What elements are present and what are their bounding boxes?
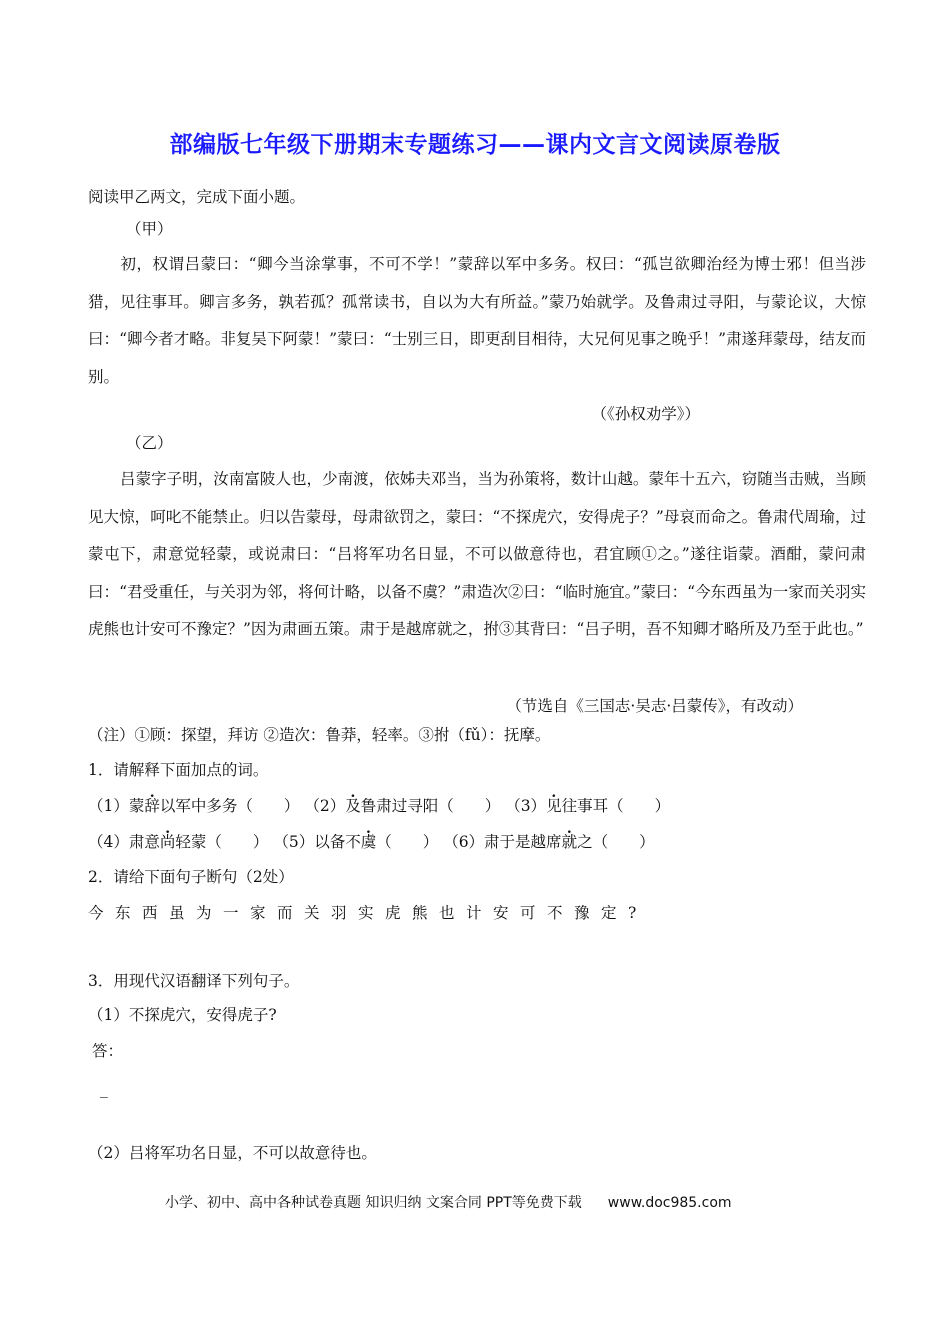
question-1-row-1 <box>88 799 670 815</box>
answer-label: 答： <box>92 1042 124 1060</box>
passage-jia-label: （甲） <box>126 220 173 238</box>
passage-yi-label: （乙） <box>126 434 173 452</box>
passage-jia <box>88 246 866 396</box>
page-title: 部编版七年级下册期末专题练习——课内文言文阅读原卷版 <box>169 132 781 158</box>
question-3-sentence-2: （2）吕将军功名日显，不可以故意待也。 <box>88 1144 377 1162</box>
passage-yi-text: 吕蒙字子明，汝南富陂人也，少南渡，依姊夫邓当，当为孙策将，数计山越。蒙年十五六，窃随当击贼，当顾见大惊，呵叱不能禁止。归以告蒙母，母肃欲罚之，蒙曰：“不探虎穴，安得虎子？”母哀而命之。鲁肃代周瑜，过蒙屯下，肃意觉轻蒙，或说肃曰：“吕将军功名日显，不可以做意待也，君宜顾①之。”遂往诣蒙。酒酣，蒙问肃曰：“君受重任，与关羽为邻，将何计略，以备不虞？”肃造次②曰：“临时施宜。”蒙曰：“今东西虽为一家而关羽实虎熊也计安可不豫定？”因为肃画五策。肃于是越席就之，拊③其背曰：“吕子明，吾不知卿才略所及乃至于此也。” <box>88 470 866 638</box>
question-2-stem: 2．请给下面句子断句（2处） <box>88 868 294 886</box>
footer-text: 小学、初中、高中各种试卷真题 知识归纳 文案合同 PPT等免费下载 <box>165 1195 582 1211</box>
question-3-stem: 3．用现代汉语翻译下列句子。 <box>88 972 300 990</box>
dotted-char: 尚 <box>159 833 176 851</box>
passage-yi-source: （节选自《三国志·吴志·吕蒙传》，有改动） <box>506 697 803 715</box>
footer-url[interactable]: www.doc985.com <box>607 1195 732 1211</box>
answer-blank[interactable]: _ <box>100 1080 108 1098</box>
dotted-char: 辞 <box>144 797 160 815</box>
dotted-char: 及 <box>345 797 361 815</box>
q1-item-4: （4）肃意尚轻蒙（ ） <box>88 833 269 851</box>
passage-yi <box>88 461 866 649</box>
dotted-char: 见 <box>546 797 562 815</box>
q1-item-5: （5）以备不虞（ ） <box>273 833 439 851</box>
q1-item-6: （6）肃于是越席就之（ ） <box>443 833 655 851</box>
question-1-stem: 1．请解释下面加点的词。 <box>88 761 269 779</box>
q1-item-3: （3）见往事耳（ ） <box>505 797 671 815</box>
question-2-sentence: 今东西虽为一家而关羽实虎熊也计安可不豫定? <box>88 904 648 922</box>
question-1-row-2 <box>88 835 655 851</box>
question-3-sentence-1: （1）不探虎穴，安得虎子? <box>88 1006 277 1024</box>
passage-jia-source: （《孙权劝学》） <box>591 405 700 423</box>
q1-item-1: （1）蒙辞以军中多务（ ） <box>88 797 300 815</box>
page-footer <box>165 1192 732 1212</box>
q1-item-2: （2）及鲁肃过寻阳（ ） <box>304 797 501 815</box>
annotation-note: （注）①顾：探望，拜访 ②造次：鲁莽，轻率。③拊（fǔ）：抚摩。 <box>88 726 551 744</box>
passage-jia-text: 初，权谓吕蒙曰：“卿今当涂掌事，不可不学！”蒙辞以军中多务。权曰：“孤岂欲卿治经为博士邪！但当涉猎，见往事耳。卿言多务，孰若孤？孤常读书，自以为大有所益。”蒙乃始就学。及鲁肃过寻阳，与蒙论议，大惊曰：“卿今者才略。非复吴下阿蒙！”蒙曰：“士别三日，即更刮目相待，大兄何见事之晚乎！”肃遂拜蒙母，结友而别。 <box>88 255 866 386</box>
dotted-char: 就 <box>561 833 578 851</box>
reading-instruction: 阅读甲乙两文，完成下面小题。 <box>88 188 306 206</box>
dotted-char: 虞 <box>360 833 377 851</box>
